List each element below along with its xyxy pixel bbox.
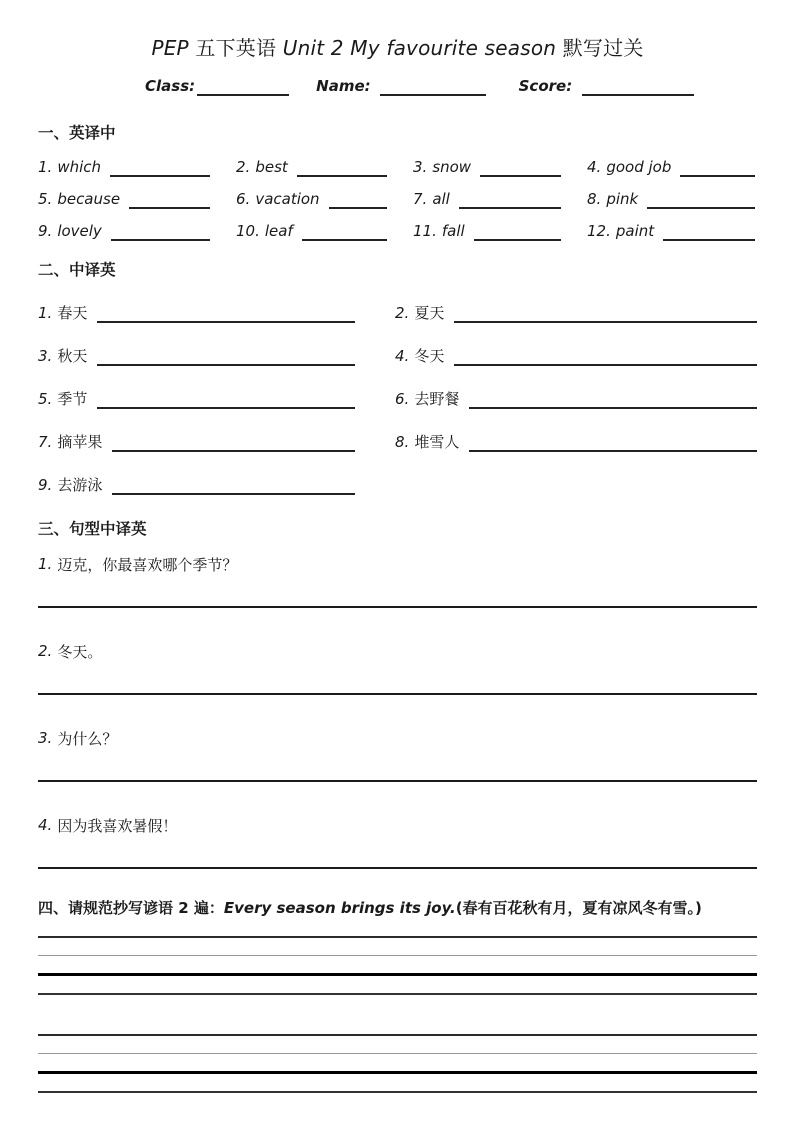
item-number: 7. [38,433,53,451]
blank-line [111,236,210,241]
vocab-item [587,188,757,209]
vocab-word: lovely [57,222,102,240]
item-number: 9. [38,476,53,494]
item-number: 8. [395,433,410,451]
answer-line [38,606,757,608]
section4-heading [38,898,757,919]
answer-line [38,693,757,695]
item-number: 6. [395,390,410,408]
item-number: 5. [38,190,53,208]
name-blank-line [380,91,486,96]
writing-line [38,955,757,956]
vocab-word: all [432,190,450,208]
blank-line [297,172,387,177]
blank-line [129,204,210,209]
blank-line [459,204,561,209]
title-part: Unit 2 My favourite season [282,36,563,60]
vocab-item [413,220,587,241]
blank-line [663,236,755,241]
writing-line [38,993,757,995]
vocab-item [587,220,757,241]
vocab-item [236,220,413,241]
writing-line [38,1091,757,1093]
answer-line [38,867,757,869]
score-field [519,76,695,96]
item-number: 9. [38,222,53,240]
item-number: 4. [395,347,410,365]
vocab-word: 摘苹果 [57,433,103,451]
item-number: 1. [38,158,53,176]
vocab-word: vacation [255,190,320,208]
writing-grid [38,936,757,995]
vocab-item [38,302,395,323]
vocab-item [395,302,757,323]
blank-line [97,404,355,409]
item-number: 11. [413,222,437,240]
blank-line [480,172,561,177]
item-number: 3. [413,158,428,176]
item-number: 4. [587,158,602,176]
blank-line [329,204,387,209]
section4-heading-prefix: 四、请规范抄写谚语 2 遍： [38,899,224,917]
vocab-item [395,388,757,409]
sentence-item [38,555,757,575]
section1-vocab-grid [38,156,757,241]
blank-line [97,361,355,366]
sentence-text: 因为我喜欢暑假！ [57,817,178,835]
vocab-item [395,345,757,366]
title-part: PEP [151,36,196,60]
item-number: 3. [38,347,53,365]
item-number: 4. [38,816,53,834]
vocab-word: 季节 [57,390,88,408]
blank-line [469,404,757,409]
blank-line [680,172,755,177]
vocab-word: snow [432,158,472,176]
item-number: 2. [38,642,53,660]
class-blank-line [197,91,289,96]
vocab-item [587,156,757,177]
item-number: 5. [38,390,53,408]
item-number: 8. [587,190,602,208]
item-number: 1. [38,555,53,573]
section1-heading: 一、英译中 [38,124,116,142]
sentence-item [38,816,757,836]
score-label: Score: [518,77,573,95]
section4-note: (春有百花秋有月，夏有凉风冬有雪。) [455,899,702,917]
vocab-item [236,156,413,177]
vocab-item [38,220,236,241]
vocab-word: leaf [264,222,293,240]
section3-heading: 三、句型中译英 [38,520,147,538]
item-number: 12. [587,222,611,240]
item-number: 7. [413,190,428,208]
vocab-item [38,431,395,452]
vocab-word: which [57,158,102,176]
blank-line [469,447,757,452]
vocab-word: good job [606,158,672,176]
blank-line [474,236,561,241]
blank-line [97,318,355,323]
vocab-item [38,388,395,409]
item-number: 6. [236,190,251,208]
blank-line [302,236,387,241]
title-part: 默写过关 [562,36,644,60]
section2-heading: 二、中译英 [38,261,116,279]
blank-line [112,490,355,495]
writing-line [38,1053,757,1054]
vocab-word: 去野餐 [414,390,460,408]
item-number: 10. [236,222,260,240]
sentence-text: 冬天。 [57,643,103,661]
vocab-item [236,188,413,209]
blank-line [647,204,755,209]
vocab-word: pink [606,190,639,208]
name-field [316,76,485,96]
vocab-word: 去游泳 [57,476,103,494]
blank-line [112,447,355,452]
score-blank-line [582,91,694,96]
item-number: 3. [38,729,53,747]
vocab-item [38,345,395,366]
vocab-word: fall [441,222,465,240]
item-number: 2. [236,158,251,176]
writing-line [38,1071,757,1074]
class-field [145,76,289,96]
name-label: Name: [316,77,371,95]
vocab-word: 堆雪人 [414,433,460,451]
title-part: 五下英语 [195,36,283,60]
item-number: 2. [395,304,410,322]
blank-line [454,318,757,323]
header-fields [145,76,757,96]
vocab-item [38,474,395,495]
vocab-word: best [255,158,288,176]
vocab-item [413,188,587,209]
vocab-item [395,431,757,452]
vocab-word: 秋天 [57,347,88,365]
worksheet-title [38,32,757,61]
vocab-item [413,156,587,177]
answer-line [38,780,757,782]
vocab-word: paint [615,222,655,240]
writing-line [38,1034,757,1036]
sentence-text: 为什么？ [57,730,118,748]
vocab-item [38,188,236,209]
writing-line [38,936,757,938]
vocab-word: because [57,190,121,208]
writing-line [38,973,757,976]
blank-line [454,361,757,366]
section4-proverb: Every season brings its joy. [223,899,456,917]
blank-line [110,172,210,177]
section2-vocab-grid [38,302,757,495]
vocab-word: 冬天 [414,347,445,365]
vocab-item [38,156,236,177]
item-number: 1. [38,304,53,322]
vocab-word: 春天 [57,304,88,322]
sentence-text: 迈克，你最喜欢哪个季节？ [57,556,238,574]
sentence-item [38,642,757,662]
vocab-word: 夏天 [414,304,445,322]
sentence-item [38,729,757,749]
class-label: Class: [145,77,196,95]
writing-grid [38,1034,757,1093]
